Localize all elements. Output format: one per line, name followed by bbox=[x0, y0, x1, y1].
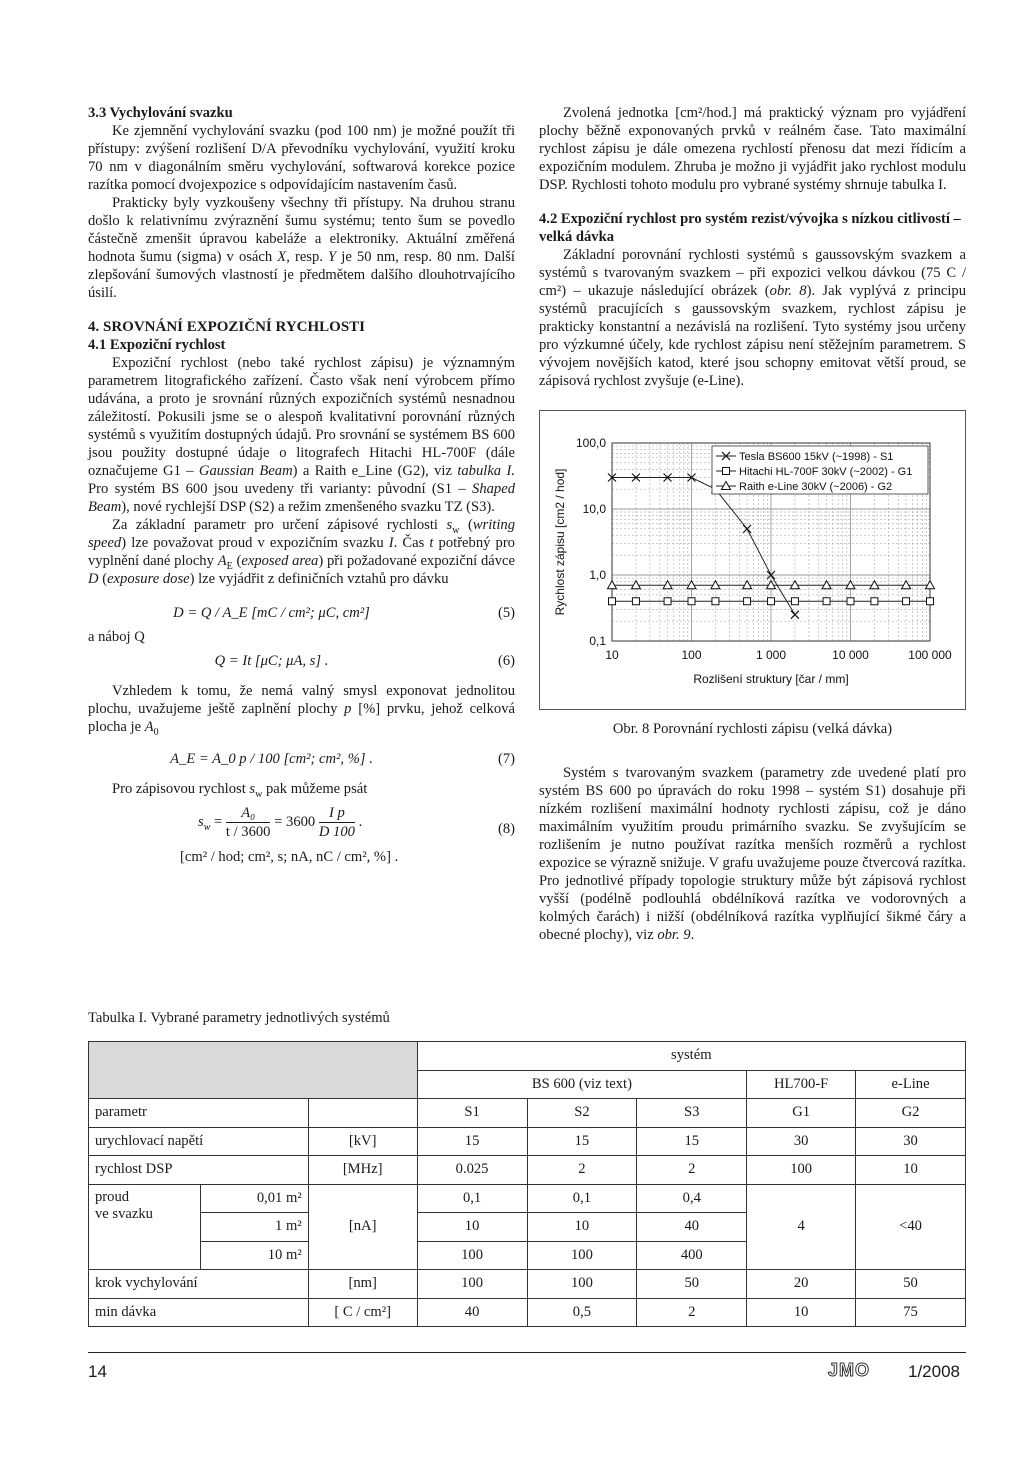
table-cell: [nm] bbox=[308, 1270, 417, 1299]
data-point bbox=[688, 598, 695, 605]
x-tick-label: 10 bbox=[605, 648, 619, 662]
data-point bbox=[791, 598, 798, 605]
data-point bbox=[768, 598, 775, 605]
data-point bbox=[927, 598, 934, 605]
x-tick-label: 10 000 bbox=[832, 648, 869, 662]
paragraph: Za základní parametr pro určení zápisové rychlosti $s_w$ (writing speed) lze považovat proud v expozičním svazku I. Čas t potřebný pro vyplnění dané plochy $A_E$ (exposed area) při požadované expoziční dávce D (exposure dose) lze vyjádřit z definičních vztahů pro dávku bbox=[88, 517, 515, 587]
table-row bbox=[89, 1127, 966, 1156]
table-cell: 4 bbox=[747, 1184, 856, 1270]
table-cell: S3 bbox=[637, 1099, 747, 1128]
x-tick-label: 100 bbox=[681, 648, 702, 662]
right-column bbox=[539, 104, 966, 944]
section-4-2-title: 4.2 Expoziční rychlost pro systém rezist/vývojka s nízkou citlivostí – velká dávka bbox=[539, 211, 961, 245]
table-cell: 15 bbox=[527, 1127, 637, 1156]
parameters-table bbox=[88, 1041, 966, 1327]
table-cell: 2 bbox=[527, 1156, 637, 1185]
data-point bbox=[822, 581, 831, 589]
table-cell: 0,01 m² bbox=[200, 1184, 308, 1213]
table-cell: parametr bbox=[89, 1099, 309, 1128]
table-cell: [MHz] bbox=[308, 1156, 417, 1185]
table-cell: 50 bbox=[856, 1270, 966, 1299]
table-cell: 100 bbox=[417, 1241, 527, 1270]
data-point bbox=[711, 581, 720, 589]
table-cell: 0.025 bbox=[417, 1156, 527, 1185]
table-row bbox=[89, 1270, 966, 1299]
table-cell: [ C / cm²] bbox=[308, 1298, 417, 1327]
data-point bbox=[903, 598, 910, 605]
paragraph: a náboj Q bbox=[88, 629, 145, 645]
table-cell: 20 bbox=[747, 1270, 856, 1299]
table-cell: 50 bbox=[637, 1270, 747, 1299]
table-row bbox=[89, 1184, 966, 1213]
legend-marker bbox=[723, 468, 730, 475]
table-cell: 100 bbox=[527, 1270, 637, 1299]
table-cell: [kV] bbox=[308, 1127, 417, 1156]
table-cell: 400 bbox=[637, 1241, 747, 1270]
data-point bbox=[871, 598, 878, 605]
equation-8: $s_w$ = $\frac{\text{A₀}}{t / 3600}$ = 3600 $\frac{\text{I p}}{D 100}$ . [cm² / hod; cm², s; nA, nC / cm², %] . (8) bbox=[180, 805, 515, 865]
data-point bbox=[847, 598, 854, 605]
table-row bbox=[89, 1099, 966, 1128]
table-header-bs600: BS 600 (viz text) bbox=[417, 1070, 747, 1099]
data-point bbox=[743, 581, 752, 589]
x-tick-label: 1 000 bbox=[755, 648, 787, 662]
table-cell: 40 bbox=[637, 1213, 747, 1242]
figure-caption: Obr. 8 Porovnání rychlosti zápisu (velká dávka) bbox=[612, 721, 893, 737]
paragraph: Základní porovnání rychlosti systémů s gaussovským svazkem a systémů s tvarovaným svazkem – při expozici velkou dávkou (75 C / cm²) – ukazuje následující obrázek (obr. 8). Jak vyplývá z principu systémů pracujících s gaussovským svazkem, rychlost zápisu je prakticky konstantní a nezávislá na rozlišení. Tyto systémy jsou určeny pro výzkumné účely, kde rychlost zápisu není stěžejním parametrem. S vývojem novějších katod, které jsou schopny emitovat větší proud, se zápisová rychlost zvyšuje (e-Line). bbox=[539, 247, 967, 389]
table-cell: 30 bbox=[856, 1127, 966, 1156]
data-point bbox=[926, 581, 935, 589]
table-cell: G2 bbox=[856, 1099, 966, 1128]
table-cell: 10 bbox=[417, 1213, 527, 1242]
data-point bbox=[608, 581, 617, 589]
table-cell: 10 bbox=[856, 1156, 966, 1185]
table-cell: 100 bbox=[417, 1270, 527, 1299]
legend-entry: Tesla BS600 15kV (~1998) - S1 bbox=[739, 451, 894, 463]
legend-entry: Raith e-Line 30kV (~2006) - G2 bbox=[739, 481, 893, 493]
table-header-system: systém bbox=[417, 1042, 965, 1071]
y-axis-label: Rychlost zápisu [cm2 / hod] bbox=[553, 468, 567, 616]
y-tick-label: 1,0 bbox=[589, 568, 606, 582]
y-tick-label: 10,0 bbox=[582, 502, 606, 516]
data-point bbox=[767, 581, 776, 589]
table-cell: min dávka bbox=[89, 1298, 309, 1327]
data-point bbox=[902, 581, 911, 589]
table-cell: 100 bbox=[527, 1241, 637, 1270]
table-cell: 30 bbox=[747, 1127, 856, 1156]
section-3-3-title: 3.3 Vychylování svazku bbox=[88, 105, 233, 121]
table-cell: 2 bbox=[637, 1298, 747, 1327]
left-column bbox=[88, 104, 515, 870]
paragraph: Systém s tvarovaným svazkem (parametry zde uvedené platí pro systém BS 600 po úpravách do roku 1998 – systém S1) dosahuje při nízkém rozlišení maximální hodnoty rychlosti zápisu, což je dáno maximálním využitím proudu primárního svazku. Se zvyšujícím se rozlišením je nutno používat razítka menších rozměrů a rychlost expozice se výrazně snižuje. V grafu uvažujeme pouze čtvercová razítka. Pro jednotlivé případy topologie struktury může být zápisová rychlost vyšší (podélně podlouhlá obdélníková razítka ve vodorovných a kolmých čarách) i nižší (obdélníková razítka vyplňující šikmé čáry a obecné plochy), viz obr. 9. bbox=[539, 765, 966, 943]
table-cell: krok vychylování bbox=[89, 1270, 309, 1299]
x-tick-label: 100 000 bbox=[908, 648, 952, 662]
data-point bbox=[870, 581, 879, 589]
equation-6: Q = It [μC; μA, s] . (6) bbox=[214, 653, 515, 669]
table-cell: 10 bbox=[527, 1213, 637, 1242]
table-header-hl700: HL700-F bbox=[747, 1070, 856, 1099]
data-point bbox=[712, 598, 719, 605]
figure-8-chart bbox=[539, 410, 966, 710]
data-point bbox=[823, 598, 830, 605]
paragraph: Expoziční rychlost (nebo také rychlost zápisu) je významným parametrem litografického zařízení. Často však není výrobcem přímo udávána, a proto je srovnání různých expozičních systémů nesnadnou záležitostí. Pokusili jsme se o alespoň kvalitativní porovnání různých systémů s využitím dostupných údajů. Pro srovnání se systémem BS 600 jsou použity dostupné údaje o litografech Hitachi HL-700F (dále označujeme G1 – Gaussian Beam) a Raith e_Line (G2), viz tabulka I. Pro systém BS 600 jsou uvedeny tři varianty: původní (S1 – Shaped Beam), nové rychlejší DSP (S2) a režim zmenšeného svazku TZ (S3). bbox=[88, 355, 515, 515]
y-tick-label: 0,1 bbox=[589, 634, 606, 648]
chart-svg bbox=[540, 411, 965, 709]
data-point bbox=[687, 581, 696, 589]
table-cell: 10 bbox=[747, 1298, 856, 1327]
table-cell: [nA] bbox=[308, 1184, 417, 1270]
table-cell: 0,1 bbox=[527, 1184, 637, 1213]
y-tick-label: 100,0 bbox=[575, 436, 606, 450]
table-cell: 0,4 bbox=[637, 1184, 747, 1213]
equation-7: A_E = A_0 p / 100 [cm²; cm², %] . (7) bbox=[170, 751, 515, 767]
table-cell: 2 bbox=[637, 1156, 747, 1185]
table-cell: 10 m² bbox=[200, 1241, 308, 1270]
table-cell: <40 bbox=[856, 1184, 966, 1270]
legend-entry: Hitachi HL-700F 30kV (~2002) - G1 bbox=[739, 466, 913, 478]
table-cell: urychlovací napětí bbox=[89, 1127, 309, 1156]
data-point bbox=[790, 581, 799, 589]
footer-divider bbox=[88, 1352, 966, 1353]
table-cell: 0,5 bbox=[527, 1298, 637, 1327]
issue-number: 1/2008 bbox=[908, 1362, 960, 1381]
paragraph: Prakticky byly vyzkoušeny všechny tři přístupy. Na druhou stranu došlo k relativnímu zvýraznění šumu systému; tento šum se povedlo částečně zmenšit úpravou kabeláže a elektroniky. Aktuální změřená hodnota šumu (sigma) v osách X, resp. Y je 50 nm, resp. 80 nm. Další zlepšování šumových vlastností je předmětem dalšího dlouhotrvajícího úsilí. bbox=[88, 195, 515, 301]
data-point bbox=[664, 598, 671, 605]
table-row bbox=[89, 1042, 966, 1071]
table-cell: 0,1 bbox=[417, 1184, 527, 1213]
section-4-title: 4. SROVNÁNÍ EXPOZIČNÍ RYCHLOSTI bbox=[88, 319, 366, 335]
table-caption: Tabulka I. Vybrané parametry jednotlivých systémů bbox=[88, 1010, 390, 1026]
x-axis-label: Rozlišení struktury [čar / mm] bbox=[693, 672, 849, 686]
table-row bbox=[89, 1298, 966, 1327]
paragraph: Pro zápisovou rychlost $s_w$ pak můžeme psát bbox=[112, 781, 368, 800]
table-cell: proud ve svazku bbox=[89, 1184, 201, 1270]
data-point bbox=[846, 581, 855, 589]
table-header-eline: e-Line bbox=[856, 1070, 966, 1099]
table-cell bbox=[308, 1099, 417, 1128]
paragraph: Ke zjemnění vychylování svazku (pod 100 nm) je možné použít tři přístupy: zvýšení rozlišení D/A převodníku vychylování, využití kroku 70 nm v diagonálním směru vychylování, softwarová korekce pozice razítka pomocí dvojexpozice s odpovídajícím nastavením časů. bbox=[88, 123, 515, 193]
table-cell: 100 bbox=[747, 1156, 856, 1185]
page-number: 14 bbox=[88, 1362, 107, 1381]
table-cell: 15 bbox=[417, 1127, 527, 1156]
table-cell: 15 bbox=[637, 1127, 747, 1156]
table-cell bbox=[89, 1042, 418, 1099]
paragraph: Zvolená jednotka [cm²/hod.] má praktický význam pro vyjádření plochy běžně exponovaných prvků v reálném čase. Tato maximální rychlost zápisu je dále omezena rychlostí přenosu dat mezi řídicím a expozičním modulem. Zhruba je možno ji vyjádřit jako rychlost modulu DSP. Rychlosti tohoto modulu pro vybrané systémy shrnuje tabulka I. bbox=[539, 105, 966, 193]
equation-5: D = Q / A_E [mC / cm²; μC, cm²] (5) bbox=[173, 605, 515, 621]
table-cell: S1 bbox=[417, 1099, 527, 1128]
table-cell: 75 bbox=[856, 1298, 966, 1327]
table-cell: S2 bbox=[527, 1099, 637, 1128]
data-point bbox=[609, 598, 616, 605]
table-cell: rychlost DSP bbox=[89, 1156, 309, 1185]
table-cell: 40 bbox=[417, 1298, 527, 1327]
series-line-0 bbox=[612, 478, 795, 615]
data-point bbox=[744, 598, 751, 605]
table-cell: G1 bbox=[747, 1099, 856, 1128]
table-cell: 1 m² bbox=[200, 1213, 308, 1242]
section-4-1-title: 4.1 Expoziční rychlost bbox=[88, 337, 226, 353]
data-point bbox=[631, 581, 640, 589]
table-row bbox=[89, 1156, 966, 1185]
data-point bbox=[663, 581, 672, 589]
journal-logo: JMO bbox=[828, 1360, 871, 1380]
paragraph: Vzhledem k tomu, že nemá valný smysl exponovat jednolitou plochu, uvažujeme ještě zaplnění plochy p [%] prvku, jehož celková plocha je $A_0$ bbox=[88, 683, 515, 738]
data-point bbox=[632, 598, 639, 605]
